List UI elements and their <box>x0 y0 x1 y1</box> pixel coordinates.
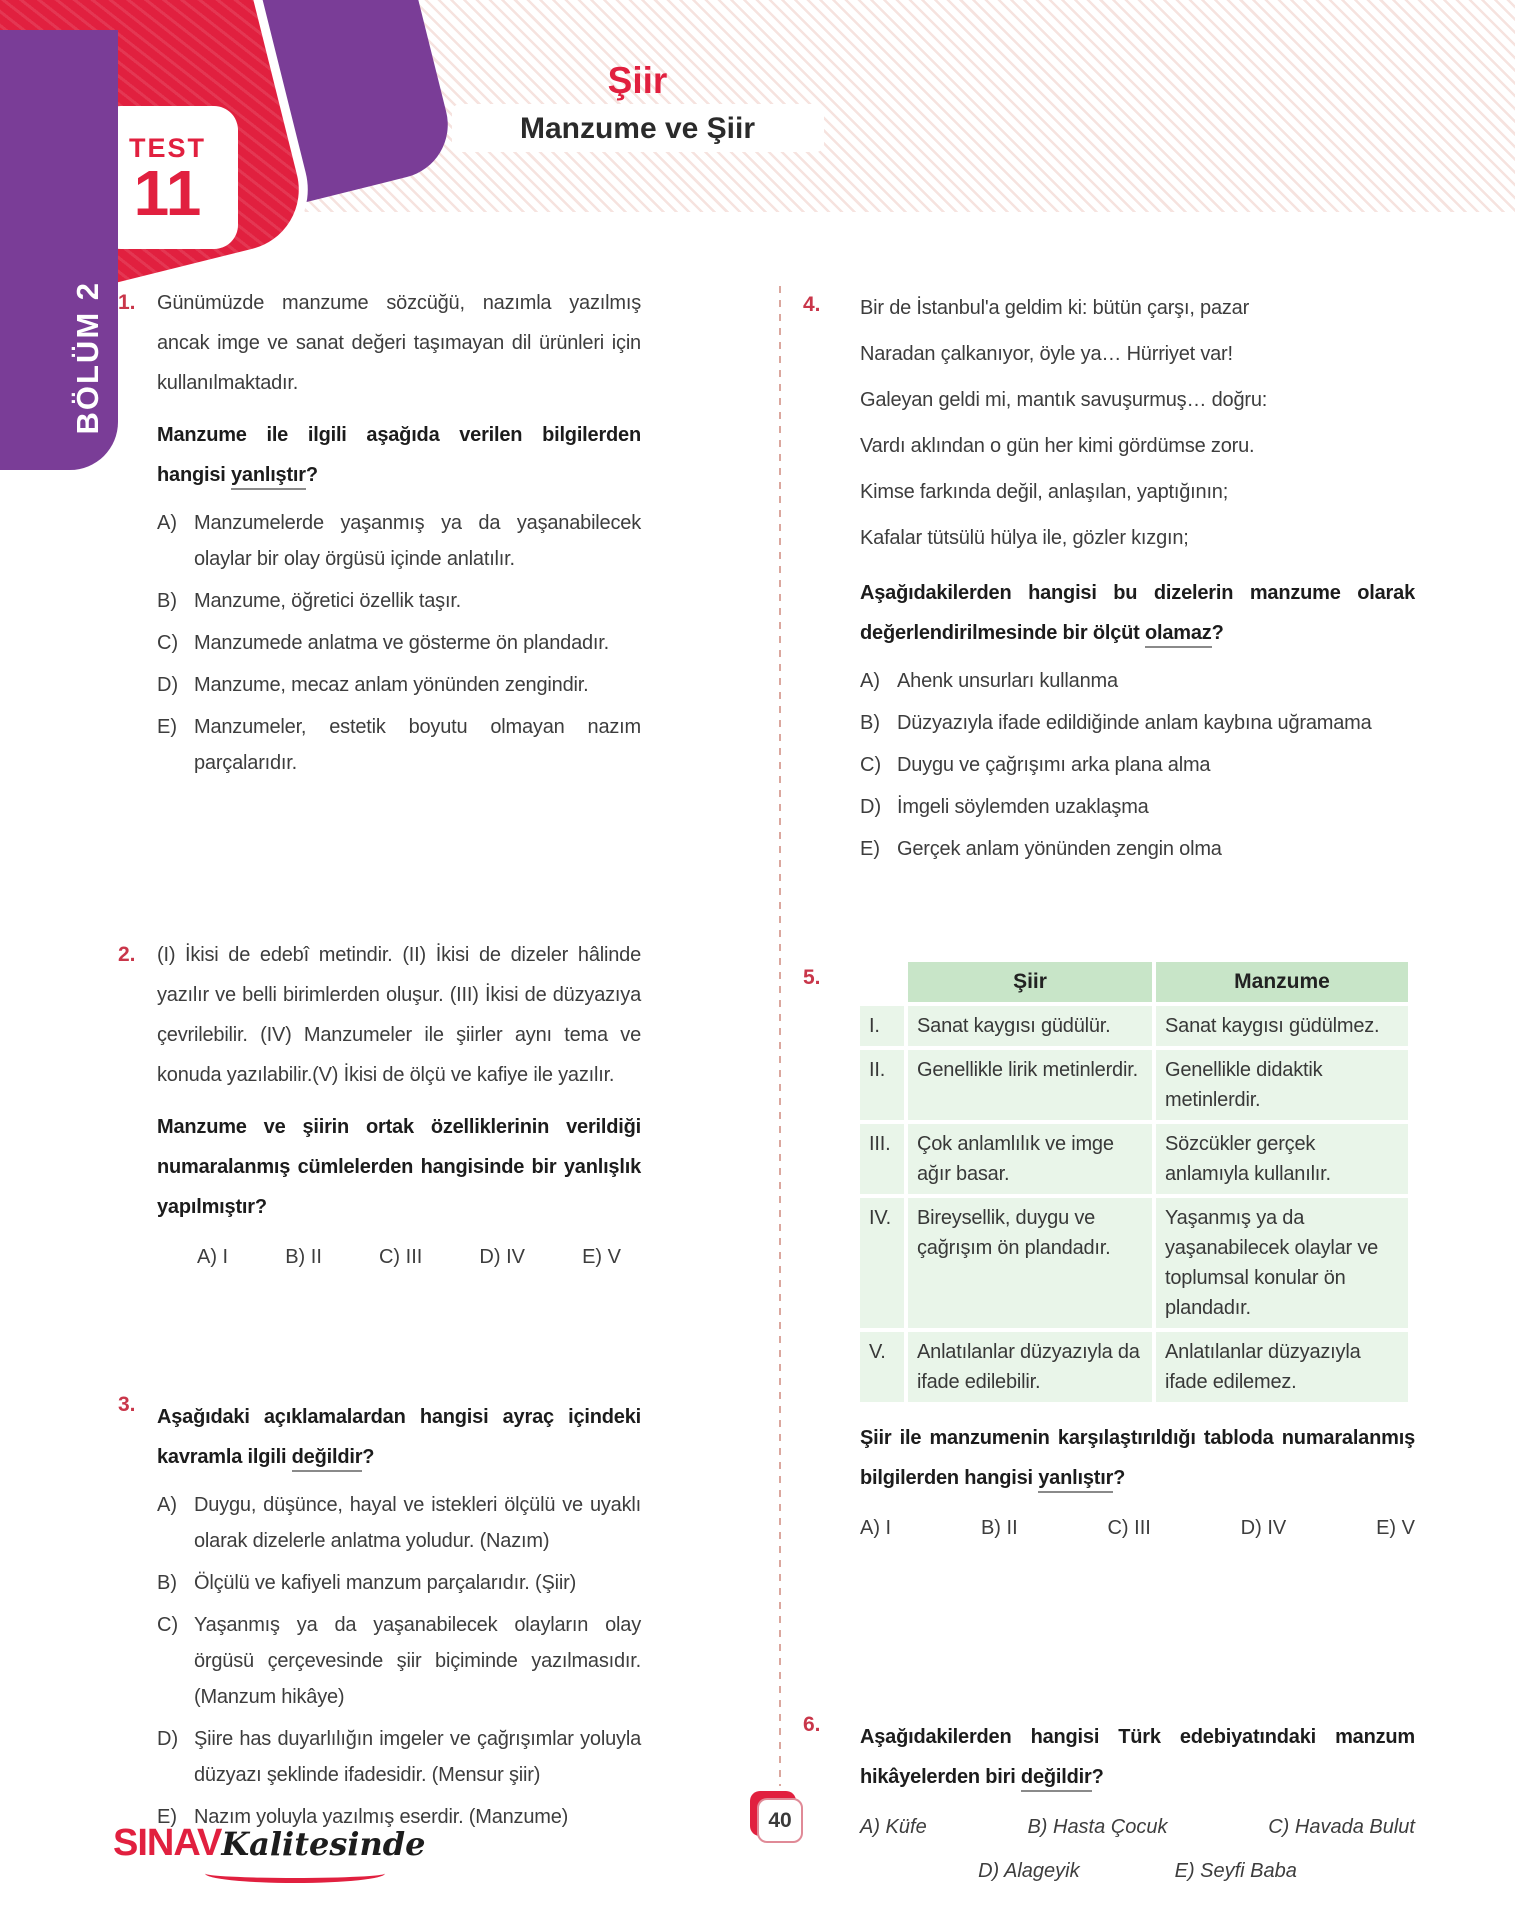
question-number: 5. <box>803 966 821 989</box>
option-text: Manzumelerde yaşanmış ya da yaşanabilecek olaylar bir olay örgüsü içinde anlatılır. <box>194 512 641 570</box>
option-item <box>157 583 641 619</box>
page-number: 40 <box>757 1798 803 1843</box>
options-row <box>860 1809 1415 1845</box>
table-header-row <box>860 962 1408 1002</box>
question-number: 3. <box>118 1393 136 1416</box>
options-row <box>860 1510 1415 1546</box>
option-label: E) <box>157 716 177 738</box>
option-text: Ahenk unsurları kullanma <box>897 670 1118 692</box>
option-label: C) <box>157 632 179 654</box>
question-number: 4. <box>803 293 821 316</box>
table-number-cell: III. <box>860 1124 904 1194</box>
option-item: D) IV <box>1240 1517 1287 1539</box>
stem-text: Aşağıdaki açıklamalardan hangisi ayraç içindeki kavramla ilgili <box>157 1406 641 1468</box>
question-3 <box>118 1385 641 1841</box>
option-item <box>157 505 641 577</box>
question-number: 1. <box>118 291 136 314</box>
stem-text: ? <box>305 464 318 486</box>
page-number-box <box>757 1798 803 1843</box>
option-item: A) I <box>197 1246 229 1268</box>
question-intro: Günümüzde manzume sözcüğü, nazımla yazılmış ancak imge ve sanat değeri taşımayan dil ürünleri için kullanılmaktadır. <box>157 292 641 394</box>
option-label: E) <box>157 1806 177 1828</box>
table-cell-siir: Çok anlamlılık ve imge ağır basar. <box>908 1124 1152 1194</box>
question-body <box>860 285 1415 867</box>
option-item: A) Küfe <box>860 1816 927 1838</box>
stem-text: ? <box>362 1446 375 1468</box>
question-2 <box>118 935 641 1275</box>
option-item: E) V <box>1376 1517 1415 1539</box>
options-list <box>860 663 1415 867</box>
question-body <box>157 1397 641 1835</box>
option-item <box>157 1721 641 1793</box>
question-stem <box>860 1717 1415 1797</box>
option-label: A) <box>157 512 177 534</box>
option-text: Nazım yoluyla yazılmış eserdir. (Manzume) <box>194 1806 569 1828</box>
question-stem <box>860 1418 1415 1498</box>
table-cell-manzume: Anlatılanlar düzyazıyla ifade edilemez. <box>1156 1332 1408 1402</box>
option-item <box>157 709 641 781</box>
option-text: Yaşanmış ya da yaşanabilecek olayların olay örgüsü çerçevesinde şiir biçiminde yazılmasıdır. (Manzum hikâye) <box>194 1614 641 1708</box>
option-text: Şiire has duyarlılığın imgeler ve çağrışımlar yoluyla düzyazı şeklinde ifadesidir. (Mensur şiir) <box>194 1728 641 1786</box>
section-label: BÖLÜM 2 <box>70 280 105 434</box>
question-stem <box>860 573 1415 653</box>
question-body <box>860 958 1415 1546</box>
stem-text: Aşağıdakilerden hangisi Türk edebiyatındaki manzum hikâyelerden biri <box>860 1726 1415 1788</box>
option-text: Manzumede anlatma ve gösterme ön plandadır. <box>194 632 609 654</box>
question-stem <box>157 1397 641 1477</box>
option-item: C) Havada Bulut <box>1268 1816 1415 1838</box>
table-number-cell: IV. <box>860 1198 904 1328</box>
stem-text: Aşağıdakilerden hangisi bu dizelerin manzume olarak değerlendirilmesinde bir ölçüt <box>860 582 1415 644</box>
options-row <box>860 1853 1415 1889</box>
option-item: E) Seyfi Baba <box>1174 1860 1297 1882</box>
option-label: D) <box>157 1728 179 1750</box>
option-item: C) III <box>378 1246 423 1268</box>
table-row <box>860 1198 1408 1328</box>
option-item: D) IV <box>479 1246 525 1268</box>
stem-underlined-word: değildir <box>1021 1766 1092 1792</box>
stem-text: ? <box>1091 1766 1104 1788</box>
option-label: B) <box>157 1572 177 1594</box>
question-body <box>157 283 641 781</box>
option-label: D) <box>157 674 179 696</box>
option-label: D) <box>860 796 882 818</box>
option-item: D) Alageyik <box>978 1860 1080 1882</box>
table-cell-manzume: Genellikle didaktik metinlerdir. <box>1156 1050 1408 1120</box>
stem-underlined-word: yanlıştır <box>1038 1467 1113 1493</box>
options-list <box>157 1487 641 1835</box>
option-item: B) II <box>980 1517 1018 1539</box>
column-divider <box>779 286 781 1786</box>
option-item: B) II <box>285 1246 322 1268</box>
option-item: B) Hasta Çocuk <box>1027 1816 1168 1838</box>
option-label: C) <box>157 1614 179 1636</box>
stem-underlined-word: olamaz <box>1145 622 1212 648</box>
table-cell-manzume: Yaşanmış ya da yaşanabilecek olaylar ve toplumsal konular ön plandadır. <box>1156 1198 1408 1328</box>
table-header-cell: Şiir <box>908 962 1152 1002</box>
question-body <box>157 935 641 1275</box>
stem-text: Manzume ve şiirin ortak özelliklerinin verildiği numaralanmış cümlelerden hangisinde bir yanlışlık yapılmıştır? <box>157 1116 641 1218</box>
stem-underlined-word: değildir <box>292 1446 363 1472</box>
option-item <box>860 705 1415 741</box>
option-text: Manzume, öğretici özellik taşır. <box>194 590 462 612</box>
publisher-logo-script: Kalitesinde <box>221 1825 426 1863</box>
option-label: A) <box>157 1494 177 1516</box>
option-item <box>860 831 1415 867</box>
poem-line: Galeyan geldi mi, mantık savuşurmuş… doğru: <box>860 389 1268 411</box>
question-4 <box>803 285 1415 873</box>
option-text: Manzume, mecaz anlam yönünden zengindir. <box>194 674 589 696</box>
question-body <box>860 1717 1415 1889</box>
table-cell-siir: Genellikle lirik metinlerdir. <box>908 1050 1152 1120</box>
stem-text: Manzume ile ilgili aşağıda verilen bilgilerden hangisi <box>157 424 641 486</box>
options-list <box>157 505 641 781</box>
option-label: C) <box>860 754 882 776</box>
table-row <box>860 1332 1408 1402</box>
option-item: E) V <box>582 1246 621 1268</box>
option-item <box>860 663 1415 699</box>
option-text: Ölçülü ve kafiyeli manzum parçalarıdır. (Şiir) <box>194 1572 577 1594</box>
question-stem <box>157 1107 641 1227</box>
question-intro: (I) İkisi de edebî metindir. (II) İkisi de dizeler hâlinde yazılır ve belli birimlerden oluşur. (III) İkisi de düzyazıya çevrilebilir. (IV) Manzumeler ile şiirler aynı tema ve konuda yazılabilir.(V) İkisi de ölçü ve kafiye ile yazılır. <box>157 944 641 1086</box>
option-item <box>157 625 641 661</box>
option-text: Düzyazıyla ifade edildiğinde anlam kaybına uğramama <box>897 712 1372 734</box>
table-cell-siir: Sanat kaygısı güdülür. <box>908 1006 1152 1046</box>
table-number-cell: II. <box>860 1050 904 1120</box>
table-row <box>860 1006 1408 1046</box>
options-row <box>197 1239 621 1275</box>
table-row <box>860 1124 1408 1194</box>
option-text: İmgeli söylemden uzaklaşma <box>897 796 1149 818</box>
stem-text: ? <box>1211 622 1224 644</box>
page-subject-title: Şiir <box>607 60 668 101</box>
question-1 <box>118 283 641 787</box>
publisher-logo <box>113 1822 426 1865</box>
option-item <box>860 789 1415 825</box>
option-text: Duygu ve çağrışımı arka plana alma <box>897 754 1211 776</box>
test-number: 11 <box>133 156 202 229</box>
logo-swoosh-underline <box>205 1864 385 1883</box>
poem-line: Kafalar tütsülü hülya ile, gözler kızgın; <box>860 527 1189 549</box>
option-item <box>157 667 641 703</box>
option-item <box>157 1607 641 1715</box>
stem-text: Şiir ile manzumenin karşılaştırıldığı tabloda numaralanmış bilgilerden hangisi <box>860 1427 1415 1489</box>
table-number-cell: I. <box>860 1006 904 1046</box>
stem-text: ? <box>1113 1467 1126 1489</box>
table-row <box>860 1050 1408 1120</box>
table-number-cell: V. <box>860 1332 904 1402</box>
table-cell-siir: Bireysellik, duygu ve çağrışım ön plandadır. <box>908 1198 1152 1328</box>
page-topic-title: Manzume ve Şiir <box>519 112 756 145</box>
poem-line: Vardı aklından o gün her kimi gördümse zoru. <box>860 435 1255 457</box>
option-text: Duygu, düşünce, hayal ve istekleri ölçülü ve uyaklı olarak dizelerle anlatma yoludur. (Nazım) <box>194 1494 641 1552</box>
option-item: A) I <box>860 1517 892 1539</box>
poem-line: Bir de İstanbul'a geldim ki: bütün çarşı, pazar <box>860 297 1250 319</box>
option-label: E) <box>860 838 880 860</box>
poem-line: Kimse farkında değil, anlaşılan, yaptığının; <box>860 481 1229 503</box>
question-stem <box>157 415 641 495</box>
question-6 <box>803 1705 1415 1889</box>
stem-underlined-word: yanlıştır <box>231 464 306 490</box>
table-cell-manzume: Sanat kaygısı güdülmez. <box>1156 1006 1408 1046</box>
publisher-logo-main: SINAV <box>113 1822 222 1864</box>
option-text: Manzumeler, estetik boyutu olmayan nazım parçalarıdır. <box>194 716 641 774</box>
poem-excerpt <box>860 285 1415 561</box>
option-item <box>157 1565 641 1601</box>
option-item <box>860 747 1415 783</box>
comparison-table <box>856 958 1412 1406</box>
table-cell-siir: Anlatılanlar düzyazıyla da ifade edilebilir. <box>908 1332 1152 1402</box>
option-label: B) <box>860 712 880 734</box>
table-header-cell: Manzume <box>1156 962 1408 1002</box>
table-cell-manzume: Sözcükler gerçek anlamıyla kullanılır. <box>1156 1124 1408 1194</box>
test-label: TEST <box>128 132 206 163</box>
question-number: 6. <box>803 1713 821 1736</box>
option-label: B) <box>157 590 177 612</box>
table-corner-cell <box>860 962 904 1002</box>
question-number: 2. <box>118 943 136 966</box>
option-item <box>157 1487 641 1559</box>
option-text: Gerçek anlam yönünden zengin olma <box>897 838 1222 860</box>
question-5 <box>803 958 1415 1546</box>
option-item: C) III <box>1107 1517 1151 1539</box>
poem-line: Naradan çalkanıyor, öyle ya… Hürriyet var! <box>860 343 1233 365</box>
option-label: A) <box>860 670 880 692</box>
